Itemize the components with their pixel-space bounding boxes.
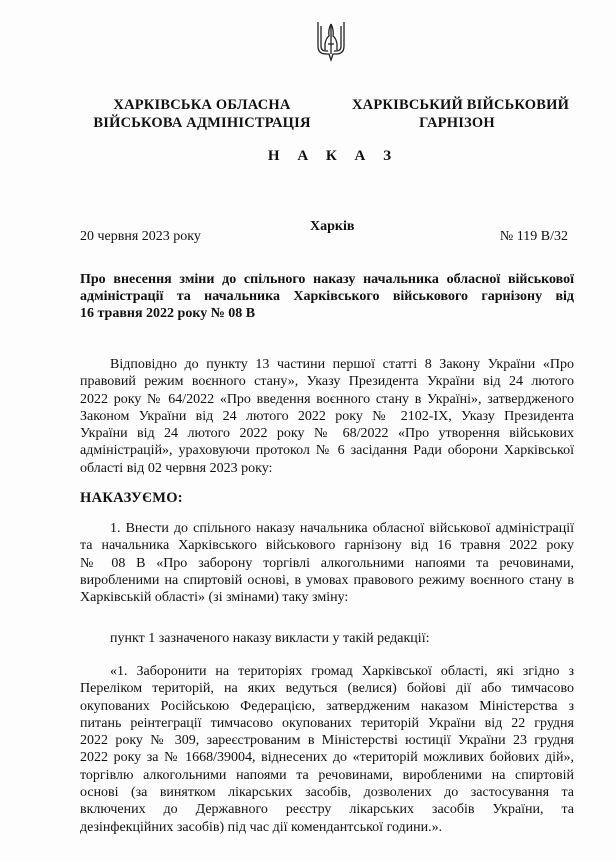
item-1-sub-line: пункт 1 зазначеного наказу викласти у такій редакції: (110, 631, 430, 646)
item-1-line: Харківській області» (зі змінами) таку зміну: (80, 590, 349, 606)
order-heading: НАКАЗУЄМО: (80, 490, 183, 506)
right-organization-name (352, 96, 570, 132)
trident-icon (316, 18, 346, 62)
quote-line: включених до Державного реєстру лікарських засобів України, та (80, 802, 574, 818)
item-1-sub-paragraph (80, 630, 574, 647)
quote-line: дезінфекційних засобів) під час дії комендантської години.». (80, 819, 443, 835)
quote-line: окупованих Російською Федерацією, затвердженим наказом Міністерства з (80, 698, 574, 714)
preamble-line: області від 02 червня 2023 року: (80, 460, 273, 476)
quote-line: 2022 року за № 1668/39004, віднесених до «територій можливих бойових дій», (80, 750, 574, 766)
right-org-line: ГАРНІЗОН (419, 115, 495, 131)
document-subject (80, 271, 574, 322)
quote-line: основі (за винятком лікарських засобів, дозволених до застосування та (80, 785, 574, 801)
quote-line: 2022 року № 309, зареєстрованим в Міністерстві юстиції України 23 грудня (80, 733, 574, 749)
subject-line: 16 травня 2022 року № 08 В (80, 306, 256, 321)
left-org-line: ХАРКІВСЬКА ОБЛАСНА (113, 97, 291, 113)
preamble-line: України від 24 лютого 2022 року № 68/2022 «Про утворення військових (80, 426, 574, 442)
preamble-line: Законом України від 24 лютого 2022 року № 2102-IX, Указу Президента (80, 408, 574, 424)
document-title: Н А К А З (267, 148, 399, 164)
item-1-line: та начальника Харківського військового гарнізону від 16 травня 2022 року (80, 538, 574, 554)
preamble-line: Відповідно до пункту 13 частини першої статті 8 Закону України «Про (110, 357, 574, 372)
preamble-line: правовий режим воєнного стану», Указу Президента України від 24 лютого (80, 374, 574, 390)
document-date: 20 червня 2023 року (80, 229, 201, 244)
document-city: Харків (310, 219, 355, 234)
left-organization-name (82, 96, 322, 132)
item-1-paragraph (80, 520, 574, 606)
item-1-line: 1. Внести до спільного наказу начальника обласної військової адміністрації (110, 521, 574, 536)
item-1-line: виробленими на спиртовій основі, в умовах правового режиму воєнного стану в (80, 572, 574, 588)
left-org-line: ВІЙСЬКОВА АДМІНІСТРАЦІЯ (93, 115, 311, 131)
right-org-line: ХАРКІВСЬКИЙ ВІЙСЬКОВИЙ (352, 97, 570, 113)
document-number: № 119 В/32 (499, 229, 568, 244)
preamble-line: адміністрацій», ураховуючи протокол № 6 засідання Ради оборони Харківської (80, 443, 574, 459)
preamble-paragraph (80, 356, 574, 477)
quote-line: питань реінтеграції тимчасово окупованих територій України від 22 грудня (80, 715, 574, 731)
preamble-line: 2022 року № 64/2022 «Про введення воєнного стану в Україні», затвердженого (80, 391, 574, 407)
quote-line: торгівлю алкогольними напоями та речовинами, виробленими на спиртовій (80, 767, 574, 783)
subject-line: Про внесення зміни до спільного наказу начальника обласної військової (80, 272, 574, 287)
quote-line: Переліком територій, на яких ведуться (велися) бойові дії або тимчасово (80, 681, 574, 697)
quoted-paragraph (80, 663, 574, 836)
quote-line: «1. Заборонити на територіях громад Харківської області, які згідно з (110, 664, 574, 679)
subject-line: адміністрації та начальника Харківського військового гарнізону від (80, 289, 574, 304)
item-1-line: № 08 В «Про заборону торгівлі алкогольними напоями та речовинами, (80, 555, 574, 571)
